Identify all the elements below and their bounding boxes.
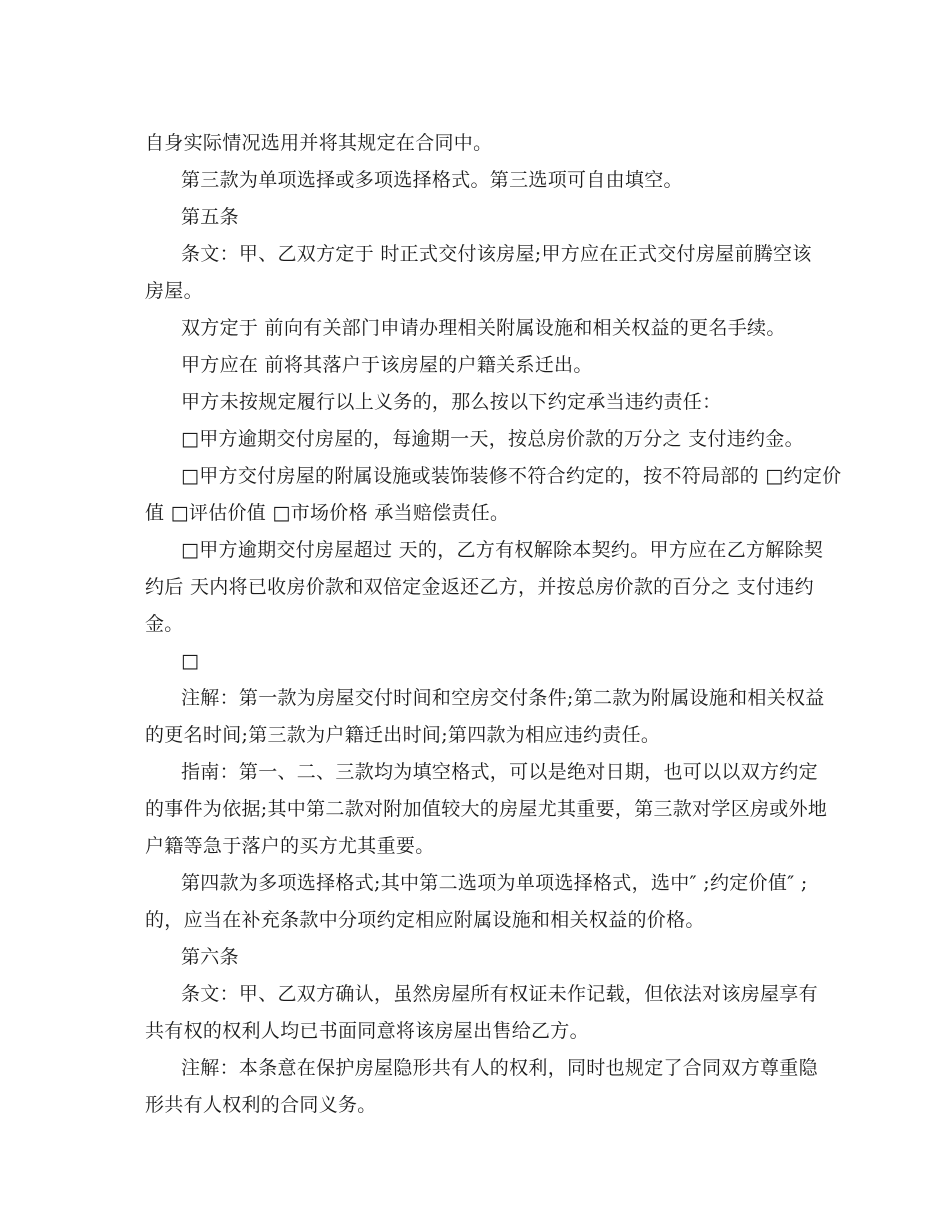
text-line: 条文：甲、乙双方确认，虽然房屋所有权证未作记载，但依法对该房屋享有 bbox=[181, 983, 818, 1005]
checkbox-option-line: □甲方交付房屋的附属设施或装饰装修不符合约定的，按不符局部的 □约定价 bbox=[181, 465, 842, 487]
note-line: 的更名时间;第三款为户籍迁出时间;第四款为相应违约责任。 bbox=[145, 724, 661, 746]
text-line: 值 □评估价值 □市场价格 承当赔偿责任。 bbox=[145, 502, 510, 524]
text-line: 甲方未按规定履行以上义务的，那么按以下约定承当违约责任： bbox=[181, 391, 722, 413]
guide-line: 指南：第一、二、三款均为填空格式，可以是绝对日期，也可以以双方约定 bbox=[181, 761, 818, 783]
note-line: 形共有人权利的合同义务。 bbox=[145, 1094, 377, 1116]
text-line: 自身实际情况选用并将其规定在合同中。 bbox=[145, 132, 493, 154]
text-line: 的，应当在补充条款中分项约定相应附属设施和相关权益的价格。 bbox=[145, 909, 705, 931]
note-line: 注解：本条意在保护房屋隐形共有人的权利，同时也规定了合同双方尊重隐 bbox=[181, 1057, 818, 1079]
text-line: 第三款为单项选择或多项选择格式。第三选项可自由填空。 bbox=[181, 169, 683, 191]
text-line: 共有权的权利人均已书面同意将该房屋出售给乙方。 bbox=[145, 1020, 589, 1042]
text-line: 约后 天内将已收房价款和双倍定金返还乙方，并按总房价款的百分之 支付违约 bbox=[145, 576, 814, 598]
section-heading: 第六条 bbox=[181, 946, 239, 968]
checkbox-icon: □ bbox=[181, 650, 200, 672]
guide-line: 的事件为依据;其中第二款对附加值较大的房屋尤其重要，第三款对学区房或外地 bbox=[145, 798, 828, 820]
guide-line: 户籍等急于落户的买方尤其重要。 bbox=[145, 835, 435, 857]
checkbox-option-line: □甲方逾期交付房屋超过 天的，乙方有权解除本契约。甲方应在乙方解除契 bbox=[181, 539, 824, 561]
text-line: 金。 bbox=[145, 613, 184, 635]
text-line: 双方定于 前向有关部门申请办理相关附属设施和相关权益的更名手续。 bbox=[181, 317, 786, 339]
section-heading: 第五条 bbox=[181, 206, 239, 228]
text-line: 甲方应在 前将其落户于该房屋的户籍关系迁出。 bbox=[181, 354, 593, 376]
text-line: 房屋。 bbox=[145, 280, 203, 302]
text-line: 第四款为多项选择格式;其中第二选项为单项选择格式，选中″ ;约定价值″ ; bbox=[181, 872, 808, 894]
checkbox-option-line: □甲方逾期交付房屋的，每逾期一天，按总房价款的万分之 支付违约金。 bbox=[181, 428, 804, 450]
text-line: 条文：甲、乙双方定于 时正式交付该房屋;甲方应在正式交付房屋前腾空该 bbox=[181, 243, 812, 265]
note-line: 注解：第一款为房屋交付时间和空房交付条件;第二款为附属设施和相关权益 bbox=[181, 687, 825, 709]
